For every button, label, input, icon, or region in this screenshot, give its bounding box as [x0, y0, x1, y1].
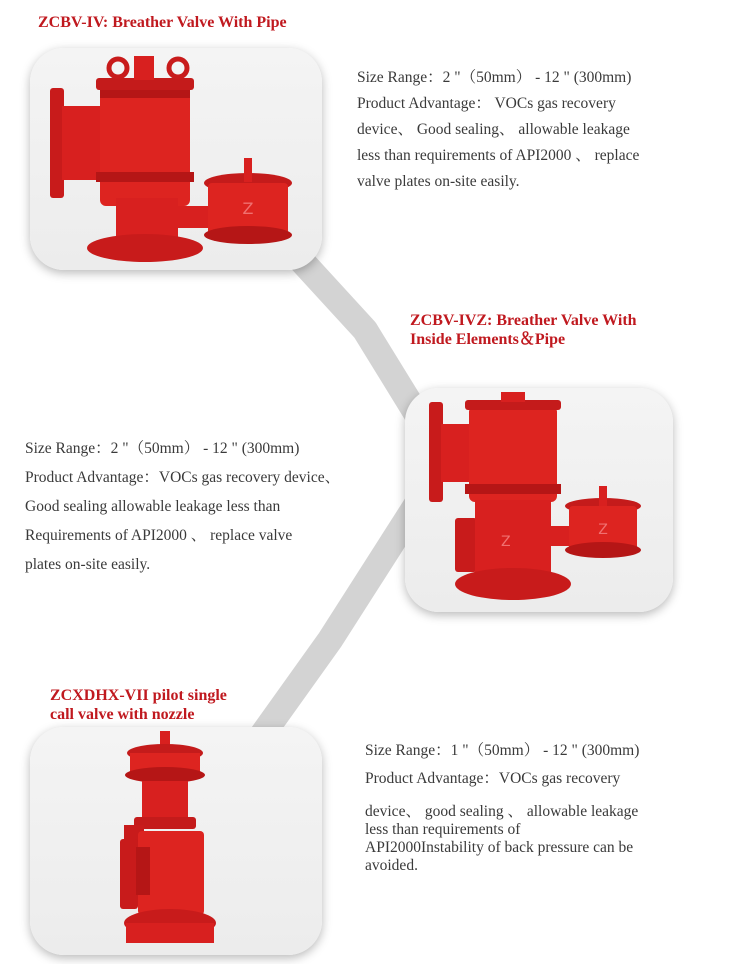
desc-line: Size Range：2 "（50mm） - 12 " (300mm)	[357, 69, 632, 86]
desc-line: plates on-site easily.	[25, 556, 151, 573]
svg-text:Z: Z	[501, 534, 511, 550]
desc-line: valve plates on-site easily.	[357, 173, 520, 190]
title-line: ZCXDHX-VII pilot single	[50, 687, 227, 704]
product-title-2	[410, 311, 637, 349]
desc-line: device、 good sealing 、 allowable leakage	[365, 803, 639, 820]
desc-line: API2000Instability of back pressure can be	[365, 839, 634, 856]
desc-line: Product Advantage：VOCs gas recovery	[365, 770, 621, 787]
product-image-card-3	[30, 727, 322, 955]
product-image-card-2	[405, 388, 673, 612]
desc-line: Requirements of API2000 、 replace valve	[25, 527, 293, 544]
breather-valve-illustration-1	[30, 48, 322, 270]
product-title-3	[50, 686, 227, 724]
product-title-1: ZCBV-IV: Breather Valve With Pipe	[38, 14, 287, 31]
title-line: ZCBV-IVZ: Breather Valve With	[410, 312, 637, 329]
desc-line: Good sealing allowable leakage less than	[25, 498, 281, 515]
desc-line: less than requirements of API2000 、 replace	[357, 147, 640, 164]
desc-line: device、 Good sealing、 allowable leakage	[357, 121, 630, 138]
product-description-1	[357, 65, 639, 195]
desc-line: Size Range：2 "（50mm） - 12 " (300mm)	[25, 440, 300, 457]
desc-line: Size Range：1 "（50mm） - 12 " (300mm)	[365, 742, 640, 759]
desc-line: less than requirements of	[365, 821, 521, 838]
pilot-valve-illustration	[30, 727, 322, 955]
title-line: Inside Elements＆Pipe	[410, 331, 566, 348]
product-description-3	[365, 737, 639, 875]
svg-text:Z: Z	[242, 199, 254, 218]
svg-text:Z: Z	[598, 522, 608, 538]
breather-valve-illustration-2	[405, 388, 673, 612]
desc-line: Product Advantage：VOCs gas recovery device、	[25, 469, 341, 486]
product-image-card-1	[30, 48, 322, 270]
product-description-2	[25, 434, 340, 579]
title-line: call valve with nozzle	[50, 706, 195, 723]
desc-line: avoided.	[365, 857, 418, 874]
desc-line: Product Advantage： VOCs gas recovery	[357, 95, 616, 112]
